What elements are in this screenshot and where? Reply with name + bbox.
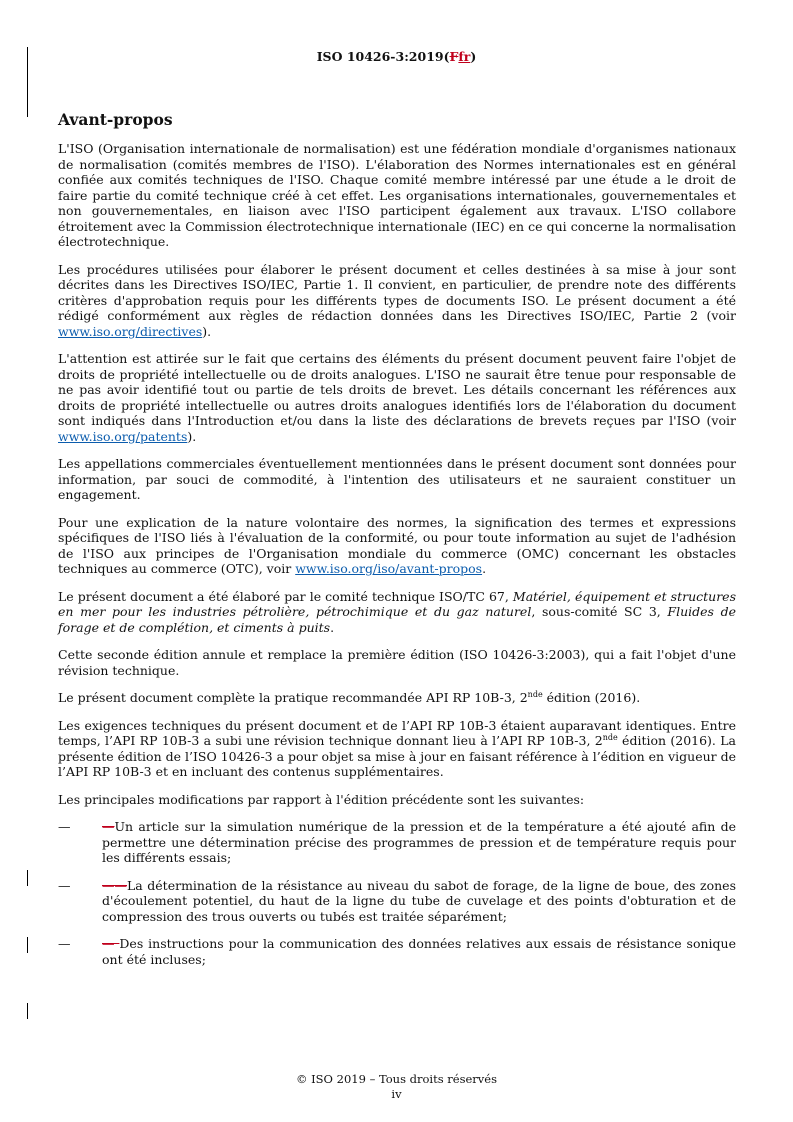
paragraph-patents: L'attention est attirée sur le fait que certains des éléments du présent document peuvent faire l'objet de droits de propriété intellectuelle ou de droits analogues. L'ISO ne saurait être tenue pour responsable de ne pas avoir identifié tout ou partie de tels droits de brevet. Les détails concernant les références aux droits de propriété intellectuelle ou autres droits analogues identifiés lors de l'élaboration du document sont indiqués dans l'Introduction et/ou dans la liste des déclarations de brevets reçues par l'ISO (voir www.iso.org/patents).	[58, 351, 736, 444]
header-standard-id: ISO 10426-3:2019(	[316, 49, 450, 64]
tracked-deletion: —	[102, 819, 115, 834]
paragraph-committee: Le présent document a été élaboré par le comité technique ISO/TC 67, Matériel, équipement et structures en mer pour les industries pétrolière, pétrochimique et du gaz naturel, sous-comité SC 3, Fluides de forage et de complétion, et ciments à puits.	[58, 588, 736, 635]
list-dash: —	[58, 877, 71, 893]
paragraph-procedures: Les procédures utilisées pour élaborer le présent document et celles destinées à sa mise à jour sont décrites dans les Directives ISO/IEC, Partie 1. Il convient, en particulier, de prendre note des différents critères d'approbation requis pour les différents types de documents ISO. Le présent document a été rédigé conformément aux règles de rédaction données dans les Directives ISO/IEC, Partie 2 (voir www.iso.org/directives).	[58, 261, 736, 339]
list-item: — —Un article sur la simulation numérique de la pression et de la température a été ajouté afin de permettre une détermination précise des programmes de pression et de température requis pour les différents essais;	[58, 819, 736, 865]
change-bar	[27, 870, 28, 886]
change-bar	[27, 937, 28, 953]
link-avant-propos[interactable]: www.iso.org/iso/avant-propos	[295, 561, 483, 576]
document-header	[0, 49, 793, 64]
tracked-deletion: —	[102, 936, 120, 951]
paragraph-edition: Cette seconde édition annule et remplace la première édition (ISO 10426-3:2003), qui a fait l'objet d'une révision technique.	[58, 647, 736, 678]
page-number: iv	[391, 1087, 402, 1101]
section-heading: Avant-propos	[58, 110, 173, 129]
list-item: — — Des instructions pour la communication des données relatives aux essais de résistance sonique ont été incluses;	[58, 936, 736, 967]
link-directives[interactable]: www.iso.org/directives	[58, 323, 203, 339]
list-dash: —	[58, 819, 71, 834]
list-item: — ——La détermination de la résistance au niveau du sabot de forage, de la ligne de boue, des zones d'écoulement potentiel, du haut de la ligne du tube de cuvelage et des points d'obturation et de compression des trous ouverts ou tubés est traitée séparément;	[58, 877, 736, 924]
document-footer	[0, 1072, 793, 1102]
copyright-notice: © ISO 2019 – Tous droits réservés	[295, 1072, 497, 1086]
tracked-deletion: ——	[102, 877, 127, 893]
paragraph-api-reference: Le présent document complète la pratique recommandée API RP 10B-3, 2nde édition (2016).	[58, 689, 641, 705]
link-patents[interactable]: www.iso.org/patents	[58, 428, 188, 444]
document-body	[58, 110, 736, 979]
paragraph-iso-intro: L'ISO (Organisation internationale de normalisation) est une fédération mondiale d'organismes nationaux de normalisation (comités membres de l'ISO). L'élaboration des Normes internationales est en général confiée aux comités techniques de l'ISO. Chaque comité membre intéressé par une étude a le droit de faire partie du comité technique créé à cet effet. Les organisations internationales, gouvernementales et non gouvernementales, en liaison avec l'ISO participent également aux travaux. L'ISO collabore étroitement avec la Commission électrotechnique internationale (IEC) en ce qui concerne la normalisation électrotechnique.	[58, 141, 736, 249]
tracked-deletion: F	[449, 49, 459, 64]
header-suffix: )	[470, 49, 477, 64]
paragraph-trade-names: Les appellations commerciales éventuellement mentionnées dans le présent document sont données pour information, par souci de commodité, à l'intention des utilisateurs et ne sauraient constituer un engagement.	[58, 456, 736, 502]
paragraph-voluntary-nature: Pour une explication de la nature volontaire des normes, la signification des termes et expressions spécifiques de l'ISO liés à l'évaluation de la conformité, ou pour toute information au sujet de l'adhésion de l'ISO aux principes de l'Organisation mondiale du commerce (OMC) concernant les obstacles techniques au commerce (OTC), voir www.iso.org/iso/avant-propos.	[58, 514, 736, 576]
paragraph-changes-intro: Les principales modifications par rapport à l'édition précédente sont les suivantes:	[58, 791, 585, 807]
change-bar	[27, 1003, 28, 1019]
paragraph-api-requirements: Les exigences techniques du présent document et de l’API RP 10B-3 étaient auparavant identiques. Entre temps, l’API RP 10B-3 a subi une révision technique donnant lieu à l’API RP 10B-3, 2nde édition (2016). La présente édition de l’ISO 10426-3 a pour objet sa mise à jour en faisant référence à l’édition en vigueur de l’API RP 10B-3 et en incluant des contenus supplémentaires.	[58, 717, 736, 779]
tracked-insertion: fr	[458, 49, 471, 64]
list-dash: —	[58, 936, 71, 951]
